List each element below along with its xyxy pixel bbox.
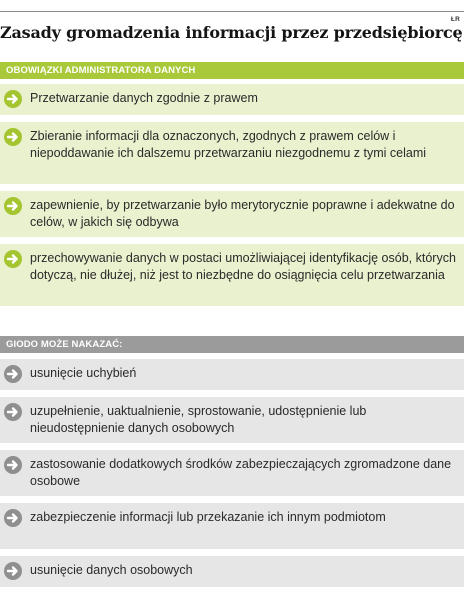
arrow-right-circle-icon	[4, 562, 22, 580]
list-item	[0, 84, 464, 115]
arrow-right-circle-icon	[4, 456, 22, 474]
arrow-right-circle-icon	[4, 365, 22, 383]
list-item	[0, 397, 464, 443]
section-header-giodo-orders: GIODO MOŻE NAKAZAĆ:	[0, 336, 464, 353]
list-item	[0, 503, 464, 549]
top-rule	[0, 11, 464, 12]
list-item	[0, 359, 464, 390]
arrow-right-circle-icon	[4, 509, 22, 527]
source-tag: ŁR	[450, 16, 460, 23]
list-item-text: uzupełnienie, uaktualnienie, sprostowanie, udostępnienie lub nieudostępnienie danych osobowych	[30, 404, 367, 435]
arrow-right-circle-icon	[4, 128, 22, 146]
list-item-text: zabezpieczenie informacji lub przekazanie ich innym podmiotom	[30, 510, 386, 524]
arrow-right-circle-icon	[4, 197, 22, 215]
list-item-text: przechowywanie danych w postaci umożliwiającej identyfikację osób, których dotyczą, nie dłużej, niż jest to niezbędne do osiągnięcia celu przetwarzania	[30, 251, 456, 282]
list-item-text: usunięcie uchybień	[30, 366, 137, 380]
list-item	[0, 244, 464, 306]
page-title: Zasady gromadzenia informacji przez przedsiębiorcę	[0, 23, 463, 42]
list-item	[0, 191, 464, 237]
list-item	[0, 450, 464, 496]
list-item-text: Zbieranie informacji dla oznaczonych, zgodnych z prawem celów i niepoddawanie ich dalszemu przetwarzaniu niezgodnemu z tymi celami	[30, 129, 427, 160]
list-item	[0, 556, 464, 587]
list-item-text: usunięcie danych osobowych	[30, 563, 193, 577]
list-item-text: Przetwarzanie danych zgodnie z prawem	[30, 91, 258, 105]
section-header-administrator-duties: OBOWIĄZKI ADMINISTRATORA DANYCH	[0, 62, 464, 79]
list-item-text: zapewnienie, by przetwarzanie było merytorycznie poprawne i adekwatne do celów, w jakich się odbywa	[30, 198, 455, 229]
list-item-text: zastosowanie dodatkowych środków zabezpieczających zgromadzone dane osobowe	[30, 457, 452, 488]
arrow-right-circle-icon	[4, 250, 22, 268]
arrow-right-circle-icon	[4, 403, 22, 421]
list-item	[0, 122, 464, 184]
arrow-right-circle-icon	[4, 90, 22, 108]
